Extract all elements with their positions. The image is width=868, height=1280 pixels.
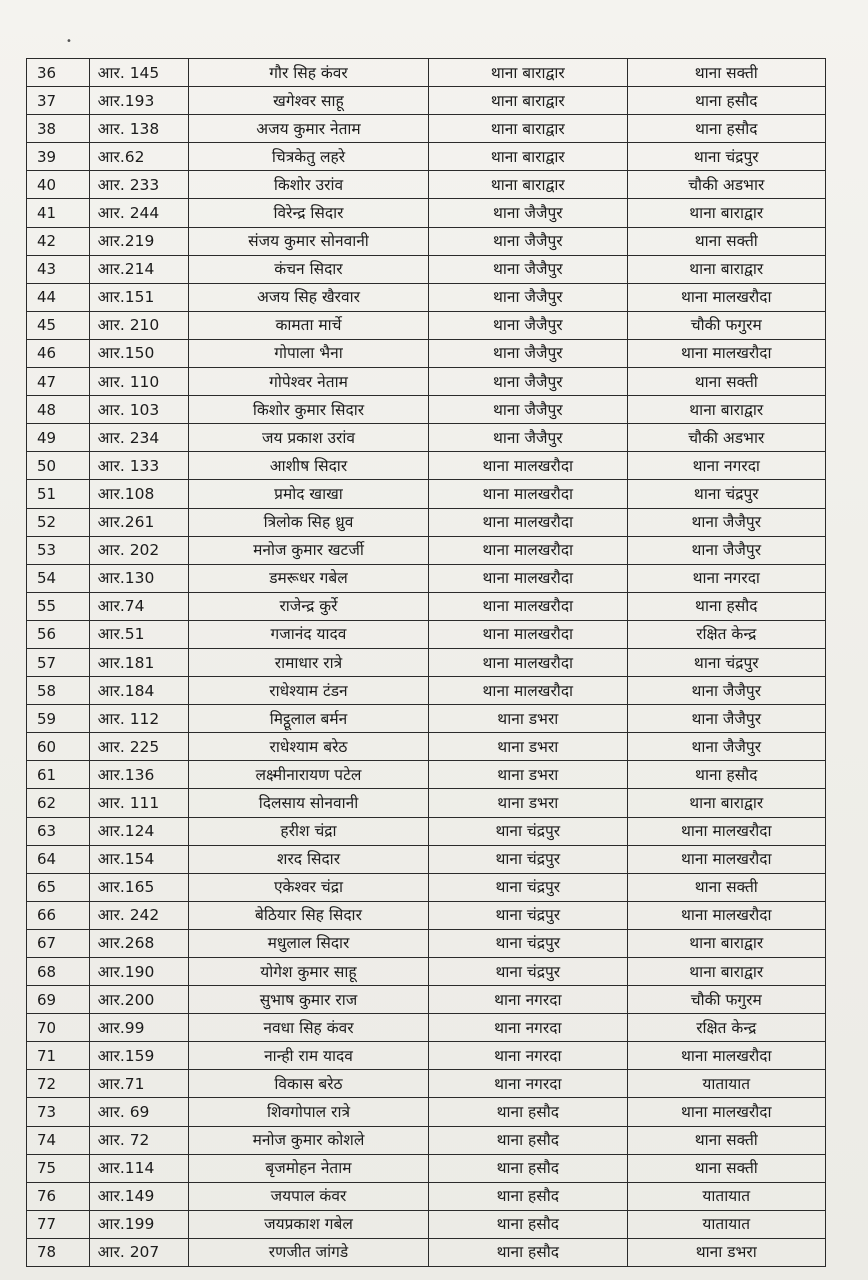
new-posting-cell: यातायात [627, 1182, 825, 1210]
current-posting-cell: थाना जैजैपुर [429, 339, 627, 367]
current-posting-cell: थाना मालखरौदा [429, 452, 627, 480]
serial-number-cell: 69 [27, 986, 90, 1014]
name-cell: गौर सिह कंवर [188, 59, 428, 87]
constable-number-cell: आर. 202 [89, 536, 188, 564]
table-row [27, 59, 826, 87]
constable-number-cell: आर.165 [89, 873, 188, 901]
new-posting-cell: थाना मालखरौदा [627, 339, 825, 367]
new-posting-cell: थाना बाराद्वार [627, 255, 825, 283]
serial-number-cell: 45 [27, 311, 90, 339]
current-posting-cell: थाना चंद्रपुर [429, 929, 627, 957]
table-row [27, 1126, 826, 1154]
serial-number-cell: 51 [27, 480, 90, 508]
serial-number-cell: 78 [27, 1238, 90, 1266]
current-posting-cell: थाना नगरदा [429, 1042, 627, 1070]
constable-number-cell: आर.200 [89, 986, 188, 1014]
name-cell: जयप्रकाश गबेल [188, 1210, 428, 1238]
new-posting-cell: थाना बाराद्वार [627, 396, 825, 424]
constable-number-cell: आर.261 [89, 508, 188, 536]
serial-number-cell: 36 [27, 59, 90, 87]
serial-number-cell: 68 [27, 958, 90, 986]
new-posting-cell: थाना नगरदा [627, 564, 825, 592]
new-posting-cell: थाना बाराद्वार [627, 958, 825, 986]
table-row [27, 1154, 826, 1182]
current-posting-cell: थाना मालखरौदा [429, 508, 627, 536]
table-row [27, 901, 826, 929]
current-posting-cell: थाना हसौद [429, 1154, 627, 1182]
constable-number-cell: आर. 110 [89, 368, 188, 396]
serial-number-cell: 72 [27, 1070, 90, 1098]
name-cell: हरीश चंद्रा [188, 817, 428, 845]
current-posting-cell: थाना मालखरौदा [429, 677, 627, 705]
name-cell: प्रमोद खाखा [188, 480, 428, 508]
constable-number-cell: आर. 233 [89, 171, 188, 199]
constable-number-cell: आर. 234 [89, 424, 188, 452]
constable-number-cell: आर.219 [89, 227, 188, 255]
name-cell: योगेश कुमार साहू [188, 958, 428, 986]
name-cell: विकास बरेठ [188, 1070, 428, 1098]
table-row [27, 986, 826, 1014]
name-cell: चित्रकेतु लहरे [188, 143, 428, 171]
name-cell: दिलसाय सोनवानी [188, 789, 428, 817]
new-posting-cell: थाना बाराद्वार [627, 789, 825, 817]
name-cell: बेठियार सिह सिदार [188, 901, 428, 929]
current-posting-cell: थाना हसौद [429, 1126, 627, 1154]
new-posting-cell: थाना चंद्रपुर [627, 480, 825, 508]
stray-mark: • [66, 36, 72, 47]
table-row [27, 929, 826, 957]
current-posting-cell: थाना जैजैपुर [429, 283, 627, 311]
table-row [27, 620, 826, 648]
constable-number-cell: आर.151 [89, 283, 188, 311]
current-posting-cell: थाना जैजैपुर [429, 424, 627, 452]
name-cell: लक्ष्मीनारायण पटेल [188, 761, 428, 789]
name-cell: जयपाल कंवर [188, 1182, 428, 1210]
table-row [27, 255, 826, 283]
table-row [27, 733, 826, 761]
current-posting-cell: थाना जैजैपुर [429, 227, 627, 255]
table-row [27, 705, 826, 733]
new-posting-cell: थाना जैजैपुर [627, 705, 825, 733]
serial-number-cell: 49 [27, 424, 90, 452]
table-row [27, 508, 826, 536]
table-row [27, 143, 826, 171]
constable-number-cell: आर.108 [89, 480, 188, 508]
serial-number-cell: 50 [27, 452, 90, 480]
current-posting-cell: थाना नगरदा [429, 986, 627, 1014]
table-row [27, 648, 826, 676]
constable-number-cell: आर. 225 [89, 733, 188, 761]
name-cell: मनोज कुमार कोशले [188, 1126, 428, 1154]
table-row [27, 480, 826, 508]
table-row [27, 452, 826, 480]
new-posting-cell: थाना सक्ती [627, 368, 825, 396]
serial-number-cell: 39 [27, 143, 90, 171]
constable-number-cell: आर.136 [89, 761, 188, 789]
serial-number-cell: 43 [27, 255, 90, 283]
serial-number-cell: 47 [27, 368, 90, 396]
current-posting-cell: थाना डभरा [429, 733, 627, 761]
serial-number-cell: 52 [27, 508, 90, 536]
constable-number-cell: आर.130 [89, 564, 188, 592]
serial-number-cell: 42 [27, 227, 90, 255]
new-posting-cell: थाना हसौद [627, 87, 825, 115]
serial-number-cell: 67 [27, 929, 90, 957]
new-posting-cell: रक्षित केन्द्र [627, 620, 825, 648]
serial-number-cell: 48 [27, 396, 90, 424]
current-posting-cell: थाना नगरदा [429, 1070, 627, 1098]
current-posting-cell: थाना चंद्रपुर [429, 901, 627, 929]
table-row [27, 873, 826, 901]
new-posting-cell: थाना डभरा [627, 1238, 825, 1266]
serial-number-cell: 60 [27, 733, 90, 761]
constable-number-cell: आर.199 [89, 1210, 188, 1238]
name-cell: गोपाला भैना [188, 339, 428, 367]
name-cell: मिट्ठूलाल बर्मन [188, 705, 428, 733]
serial-number-cell: 55 [27, 592, 90, 620]
new-posting-cell: थाना मालखरौदा [627, 1042, 825, 1070]
table-row [27, 817, 826, 845]
table-row [27, 1098, 826, 1126]
constable-number-cell: आर.51 [89, 620, 188, 648]
table-row [27, 1014, 826, 1042]
current-posting-cell: थाना हसौद [429, 1238, 627, 1266]
constable-number-cell: आर.159 [89, 1042, 188, 1070]
new-posting-cell: थाना मालखरौदा [627, 845, 825, 873]
current-posting-cell: थाना नगरदा [429, 1014, 627, 1042]
table-row [27, 1070, 826, 1098]
new-posting-cell: थाना चंद्रपुर [627, 648, 825, 676]
current-posting-cell: थाना चंद्रपुर [429, 958, 627, 986]
table-body [27, 59, 826, 1267]
name-cell: मधुलाल सिदार [188, 929, 428, 957]
name-cell: अजय कुमार नेताम [188, 115, 428, 143]
name-cell: संजय कुमार सोनवानी [188, 227, 428, 255]
table-row [27, 227, 826, 255]
current-posting-cell: थाना बाराद्वार [429, 59, 627, 87]
new-posting-cell: थाना नगरदा [627, 452, 825, 480]
name-cell: किशोर उरांव [188, 171, 428, 199]
new-posting-cell: चौकी फगुरम [627, 986, 825, 1014]
serial-number-cell: 59 [27, 705, 90, 733]
table-row [27, 283, 826, 311]
current-posting-cell: थाना बाराद्वार [429, 171, 627, 199]
table-row [27, 1042, 826, 1070]
table-row [27, 87, 826, 115]
new-posting-cell: यातायात [627, 1070, 825, 1098]
table-row [27, 1182, 826, 1210]
table-row [27, 396, 826, 424]
serial-number-cell: 66 [27, 901, 90, 929]
constable-number-cell: आर. 244 [89, 199, 188, 227]
name-cell: मनोज कुमार खटर्जी [188, 536, 428, 564]
table-row [27, 311, 826, 339]
constable-number-cell: आर.74 [89, 592, 188, 620]
new-posting-cell: थाना चंद्रपुर [627, 143, 825, 171]
serial-number-cell: 62 [27, 789, 90, 817]
serial-number-cell: 61 [27, 761, 90, 789]
current-posting-cell: थाना जैजैपुर [429, 255, 627, 283]
serial-number-cell: 41 [27, 199, 90, 227]
constable-number-cell: आर. 210 [89, 311, 188, 339]
name-cell: आशीष सिदार [188, 452, 428, 480]
constable-number-cell: आर.114 [89, 1154, 188, 1182]
constable-number-cell: आर. 69 [89, 1098, 188, 1126]
table-row [27, 424, 826, 452]
new-posting-cell: चौकी अडभार [627, 171, 825, 199]
name-cell: नान्ही राम यादव [188, 1042, 428, 1070]
new-posting-cell: थाना सक्ती [627, 227, 825, 255]
new-posting-cell: थाना मालखरौदा [627, 817, 825, 845]
name-cell: बृजमोहन नेताम [188, 1154, 428, 1182]
serial-number-cell: 38 [27, 115, 90, 143]
table-row [27, 958, 826, 986]
constable-number-cell: आर. 207 [89, 1238, 188, 1266]
constable-number-cell: आर.154 [89, 845, 188, 873]
constable-number-cell: आर.268 [89, 929, 188, 957]
new-posting-cell: थाना बाराद्वार [627, 929, 825, 957]
serial-number-cell: 53 [27, 536, 90, 564]
current-posting-cell: थाना चंद्रपुर [429, 817, 627, 845]
new-posting-cell: रक्षित केन्द्र [627, 1014, 825, 1042]
name-cell: रामाधार रात्रे [188, 648, 428, 676]
new-posting-cell: थाना जैजैपुर [627, 536, 825, 564]
constable-number-cell: आर. 138 [89, 115, 188, 143]
serial-number-cell: 77 [27, 1210, 90, 1238]
table-row [27, 368, 826, 396]
serial-number-cell: 40 [27, 171, 90, 199]
new-posting-cell: थाना हसौद [627, 115, 825, 143]
name-cell: डमरूधर गबेल [188, 564, 428, 592]
table-row [27, 677, 826, 705]
serial-number-cell: 63 [27, 817, 90, 845]
new-posting-cell: थाना सक्ती [627, 59, 825, 87]
transfer-table [26, 58, 826, 1267]
new-posting-cell: थाना सक्ती [627, 1126, 825, 1154]
current-posting-cell: थाना मालखरौदा [429, 648, 627, 676]
current-posting-cell: थाना हसौद [429, 1182, 627, 1210]
constable-number-cell: आर.149 [89, 1182, 188, 1210]
new-posting-cell: यातायात [627, 1210, 825, 1238]
constable-number-cell: आर. 133 [89, 452, 188, 480]
constable-number-cell: आर. 242 [89, 901, 188, 929]
name-cell: अजय सिह खैरवार [188, 283, 428, 311]
name-cell: शरद सिदार [188, 845, 428, 873]
serial-number-cell: 58 [27, 677, 90, 705]
name-cell: कामता मार्चे [188, 311, 428, 339]
constable-number-cell: आर.71 [89, 1070, 188, 1098]
table-row [27, 1210, 826, 1238]
name-cell: त्रिलोक सिह ध्रुव [188, 508, 428, 536]
constable-number-cell: आर. 72 [89, 1126, 188, 1154]
constable-number-cell: आर.150 [89, 339, 188, 367]
name-cell: खगेश्वर साहू [188, 87, 428, 115]
serial-number-cell: 71 [27, 1042, 90, 1070]
current-posting-cell: थाना चंद्रपुर [429, 845, 627, 873]
serial-number-cell: 76 [27, 1182, 90, 1210]
name-cell: विरेन्द्र सिदार [188, 199, 428, 227]
constable-number-cell: आर.124 [89, 817, 188, 845]
current-posting-cell: थाना हसौद [429, 1210, 627, 1238]
table-row [27, 564, 826, 592]
current-posting-cell: थाना मालखरौदा [429, 620, 627, 648]
serial-number-cell: 74 [27, 1126, 90, 1154]
new-posting-cell: थाना मालखरौदा [627, 901, 825, 929]
table-row [27, 789, 826, 817]
new-posting-cell: थाना जैजैपुर [627, 733, 825, 761]
serial-number-cell: 75 [27, 1154, 90, 1182]
new-posting-cell: थाना मालखरौदा [627, 283, 825, 311]
constable-number-cell: आर.190 [89, 958, 188, 986]
constable-number-cell: आर.184 [89, 677, 188, 705]
serial-number-cell: 56 [27, 620, 90, 648]
name-cell: राजेन्द्र कुर्रे [188, 592, 428, 620]
current-posting-cell: थाना डभरा [429, 705, 627, 733]
current-posting-cell: थाना जैजैपुर [429, 311, 627, 339]
constable-number-cell: आर.214 [89, 255, 188, 283]
new-posting-cell: चौकी अडभार [627, 424, 825, 452]
serial-number-cell: 54 [27, 564, 90, 592]
current-posting-cell: थाना जैजैपुर [429, 396, 627, 424]
current-posting-cell: थाना मालखरौदा [429, 564, 627, 592]
name-cell: जय प्रकाश उरांव [188, 424, 428, 452]
current-posting-cell: थाना डभरा [429, 761, 627, 789]
constable-number-cell: आर.99 [89, 1014, 188, 1042]
current-posting-cell: थाना डभरा [429, 789, 627, 817]
name-cell: गोपेश्वर नेताम [188, 368, 428, 396]
name-cell: कंचन सिदार [188, 255, 428, 283]
table-row [27, 1238, 826, 1266]
serial-number-cell: 65 [27, 873, 90, 901]
current-posting-cell: थाना बाराद्वार [429, 143, 627, 171]
table-row [27, 845, 826, 873]
new-posting-cell: थाना सक्ती [627, 873, 825, 901]
serial-number-cell: 70 [27, 1014, 90, 1042]
new-posting-cell: थाना बाराद्वार [627, 199, 825, 227]
constable-number-cell: आर.62 [89, 143, 188, 171]
current-posting-cell: थाना बाराद्वार [429, 87, 627, 115]
name-cell: राधेश्याम टंडन [188, 677, 428, 705]
name-cell: एकेश्वर चंद्रा [188, 873, 428, 901]
name-cell: नवधा सिह कंवर [188, 1014, 428, 1042]
serial-number-cell: 44 [27, 283, 90, 311]
table-row [27, 339, 826, 367]
new-posting-cell: थाना हसौद [627, 592, 825, 620]
name-cell: शिवगोपाल रात्रे [188, 1098, 428, 1126]
new-posting-cell: चौकी फगुरम [627, 311, 825, 339]
current-posting-cell: थाना चंद्रपुर [429, 873, 627, 901]
new-posting-cell: थाना जैजैपुर [627, 508, 825, 536]
current-posting-cell: थाना बाराद्वार [429, 115, 627, 143]
current-posting-cell: थाना जैजैपुर [429, 199, 627, 227]
new-posting-cell: थाना हसौद [627, 761, 825, 789]
current-posting-cell: थाना हसौद [429, 1098, 627, 1126]
serial-number-cell: 37 [27, 87, 90, 115]
constable-number-cell: आर.181 [89, 648, 188, 676]
table-row [27, 592, 826, 620]
constable-number-cell: आर. 145 [89, 59, 188, 87]
constable-number-cell: आर. 111 [89, 789, 188, 817]
name-cell: गजानंद यादव [188, 620, 428, 648]
serial-number-cell: 46 [27, 339, 90, 367]
table-row [27, 536, 826, 564]
current-posting-cell: थाना मालखरौदा [429, 480, 627, 508]
constable-number-cell: आर.193 [89, 87, 188, 115]
serial-number-cell: 64 [27, 845, 90, 873]
new-posting-cell: थाना जैजैपुर [627, 677, 825, 705]
table-row [27, 115, 826, 143]
name-cell: राधेश्याम बरेठ [188, 733, 428, 761]
table-row [27, 199, 826, 227]
table-row [27, 171, 826, 199]
name-cell: सुभाष कुमार राज [188, 986, 428, 1014]
name-cell: किशोर कुमार सिदार [188, 396, 428, 424]
new-posting-cell: थाना मालखरौदा [627, 1098, 825, 1126]
serial-number-cell: 57 [27, 648, 90, 676]
serial-number-cell: 73 [27, 1098, 90, 1126]
constable-number-cell: आर. 112 [89, 705, 188, 733]
current-posting-cell: थाना जैजैपुर [429, 368, 627, 396]
current-posting-cell: थाना मालखरौदा [429, 592, 627, 620]
table-row [27, 761, 826, 789]
name-cell: रणजीत जांगडे [188, 1238, 428, 1266]
new-posting-cell: थाना सक्ती [627, 1154, 825, 1182]
constable-number-cell: आर. 103 [89, 396, 188, 424]
current-posting-cell: थाना मालखरौदा [429, 536, 627, 564]
